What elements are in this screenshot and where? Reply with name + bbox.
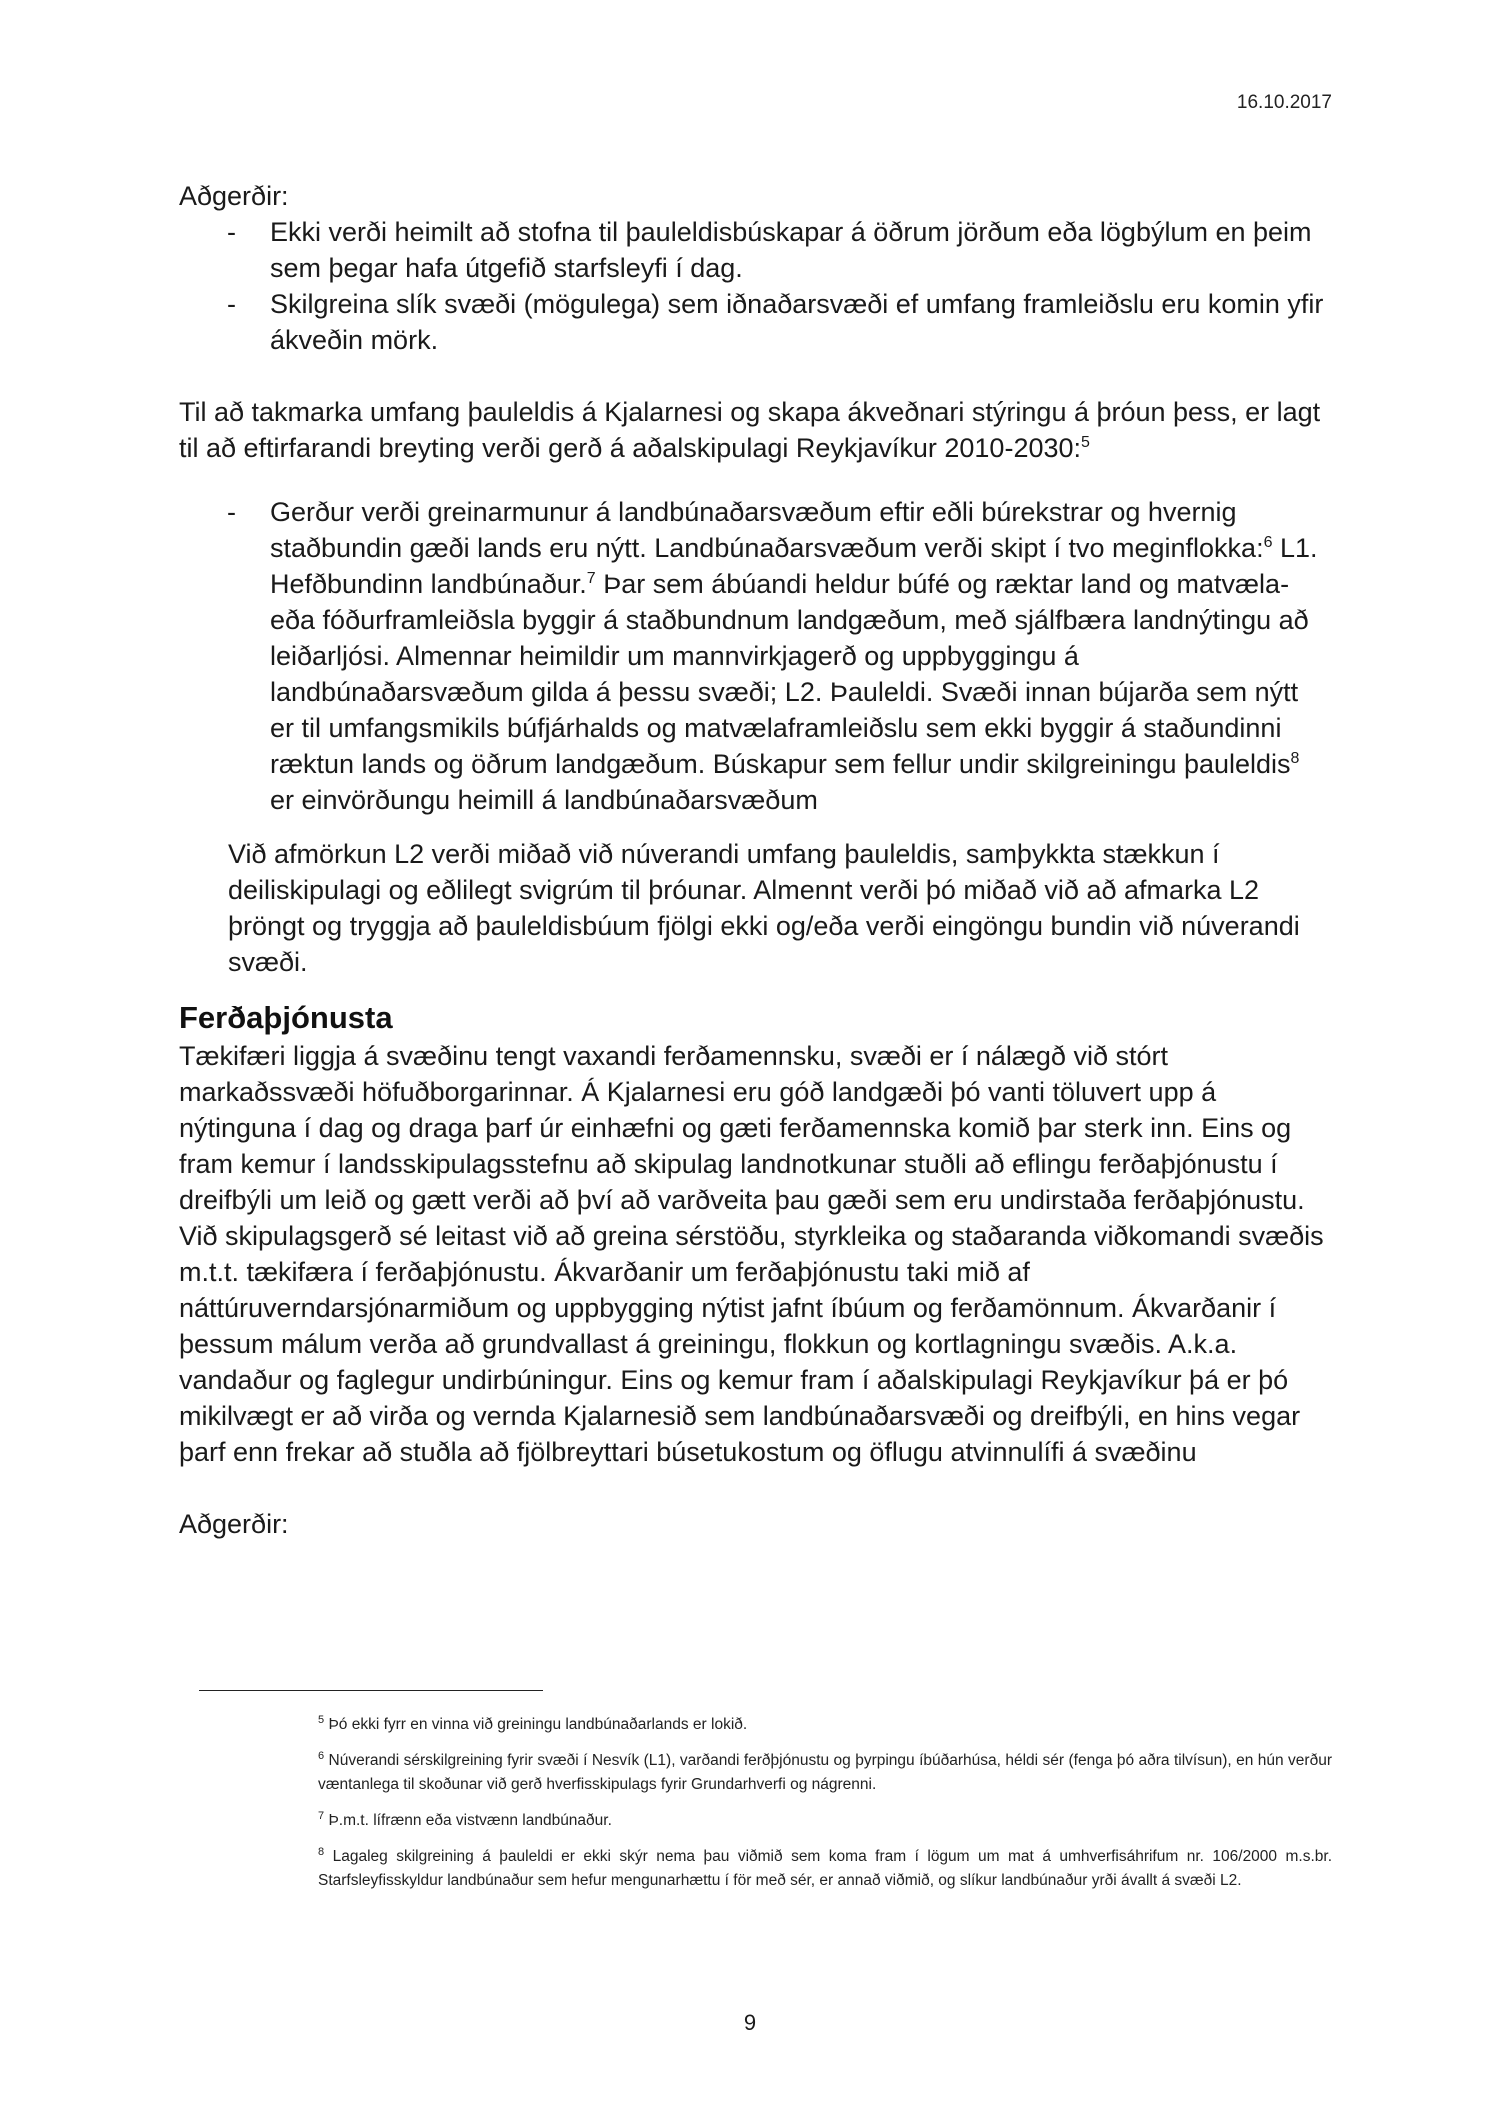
footnote-divider	[199, 1690, 543, 1691]
footnote-number: 7	[318, 1809, 325, 1822]
list-item-text: Skilgreina slík svæði (mögulega) sem iðnaðarsvæði ef umfang framleiðslu eru komin yfir ákveðin mörk.	[270, 289, 1324, 355]
actions-label-2: Aðgerðir:	[179, 1509, 289, 1539]
footnote	[318, 1845, 1332, 1893]
list-item-text: Ekki verði heimilt að stofna til þauleldisbúskapar á öðrum jörðum eða lögbýlum en þeim sem þegar hafa útgefið starfsleyfi í dag.	[270, 217, 1312, 283]
dash-bullet: -	[227, 289, 236, 319]
footnote-number: 6	[318, 1749, 325, 1762]
footnote	[318, 1809, 1332, 1833]
footnote	[318, 1749, 1332, 1797]
list-item	[179, 214, 1329, 286]
proposal-text-4: er einvörðungu heimill á landbúnaðarsvæðum	[270, 785, 818, 815]
proposal-list	[179, 494, 1329, 818]
tourism-paragraph: Tækifæri liggja á svæðinu tengt vaxandi ferðamennsku, svæði er í nálægð við stórt markaðssvæði höfuðborgarinnar. Á Kjalarnesi eru góð landgæði þó vanti töluvert upp á nýtinguna í dag og draga þarf úr einhæfni og gæti ferðamennska komið þar sterk inn. Eins og fram kemur í landsskipulagsstefnu að skipulag landnotkunar stuðli að eflingu ferðaþjónustu í dreifbýli um leið og gætt verði að því að varðveita þau gæði sem eru undirstaða ferðaþjónustu. Við skipulagsgerð sé leitast við að greina sérstöðu, styrkleika og staðaranda viðkomandi svæðis m.t.t. tækifæra í ferðaþjónustu. Ákvarðanir um ferðaþjónustu taki mið af náttúruverndarsjónarmiðum og uppbygging nýtist jafnt íbúum og ferðamönnum. Ákvarðanir í þessum málum verða að grundvallast á greiningu, flokkun og kortlagningu svæðis. A.k.a. vandaður og faglegur undirbúningur. Eins og kemur fram í aðalskipulagi Reykjavíkur þá er þó mikilvægt er að virða og vernda Kjalarnesið sem landbúnaðarsvæði og dreifbýli, en hins vegar þarf enn frekar að stuðla að fjölbreyttari búsetukostum og öflugu atvinnulífi á svæðinu	[179, 1041, 1324, 1467]
proposal-text-1: Gerður verði greinarmunur á landbúnaðarsvæðum eftir eðli búrekstrar og hvernig staðbundin gæði lands eru nýtt. Landbúnaðarsvæðum verði skipt í tvo meginflokka:	[270, 497, 1264, 563]
actions-list-1	[179, 214, 1329, 358]
footnote-ref-8[interactable]: 8	[1290, 750, 1300, 767]
list-item	[179, 286, 1329, 358]
footnote-number: 8	[318, 1845, 325, 1858]
section-heading-tourism: Ferðaþjónusta	[179, 1000, 393, 1035]
dash-bullet: -	[227, 217, 236, 247]
proposal-text-2: L1. Hefðbundinn landbúnaður.	[270, 533, 1318, 599]
proposal-text-3: Þar sem ábúandi heldur búfé og ræktar land og matvæla- eða fóðurframleiðsla byggir á staðbundnum landgæðum, með sjálfbæra landnýtingu að leiðarljósi. Almennar heimildir um mannvirkjagerð og uppbyggingu á landbúnaðarsvæðum gilda á þessu svæði; L2. Þauleldi. Svæði innan bújarða sem nýtt er til umfangsmikils búfjárhalds og matvælaframleiðslu sem ekki byggir á staðundinni ræktun lands og öðrum landgæðum. Búskapur sem fellur undir skilgreiningu þauleldis	[270, 569, 1309, 779]
footnote-text: Núverandi sérskilgreining fyrir svæði í Nesvík (L1), varðandi ferðþjónustu og þyrpingu íbúðarhúsa, héldi sér (fenga þó aðra tilvísun), en hún verður væntanlega til skoðunar við gerð hverfisskipulags fyrir Grundarhverfi og nágrenni.	[318, 1752, 1332, 1793]
header-date: 16.10.2017	[1236, 92, 1332, 113]
footnote	[318, 1713, 1332, 1737]
footnote-ref-6[interactable]: 6	[1263, 534, 1273, 551]
footnotes	[318, 1713, 1332, 1905]
intro-text: Til að takmarka umfang þauleldis á Kjalarnesi og skapa ákveðnari stýringu á þróun þess, er lagt til að eftirfarandi breyting verði gerð á aðalskipulagi Reykjavíkur 2010-2030:	[179, 397, 1321, 463]
dash-bullet: -	[227, 497, 236, 527]
footnote-number: 5	[318, 1713, 325, 1726]
list-item	[179, 494, 1329, 818]
footnote-ref-7[interactable]: 7	[586, 570, 596, 587]
page-number: 9	[743, 2010, 757, 2035]
footnote-text: Þó ekki fyrr en vinna við greiningu landbúnaðarlands er lokið.	[328, 1716, 748, 1733]
footnote-ref-5[interactable]: 5	[1081, 434, 1090, 451]
actions-label-1: Aðgerðir:	[179, 181, 289, 211]
l2-paragraph: Við afmörkun L2 verði miðað við núverandi umfang þauleldis, samþykkta stækkun í deiliskipulagi og eðlilegt svigrúm til þróunar. Almennt verði þó miðað við að afmarka L2 þröngt og tryggja að þauleldisbúum fjölgi ekki og/eða verði eingöngu bundin við núverandi svæði.	[228, 839, 1300, 977]
footnote-text: Lagaleg skilgreining á þauleldi er ekki skýr nema þau viðmið sem koma fram í lögum um mat á umhverfisáhrifum nr. 106/2000 m.s.br. Starfsleyfisskyldur landbúnaður sem hefur mengunarhættu í för með sér, er annað viðmið, og slíkur landbúnaður yrði ávallt á svæði L2.	[318, 1848, 1333, 1889]
footnote-text: Þ.m.t. lífrænn eða vistvænn landbúnaður.	[328, 1812, 612, 1829]
main-content	[179, 178, 1329, 1542]
intro-paragraph	[179, 394, 1329, 466]
